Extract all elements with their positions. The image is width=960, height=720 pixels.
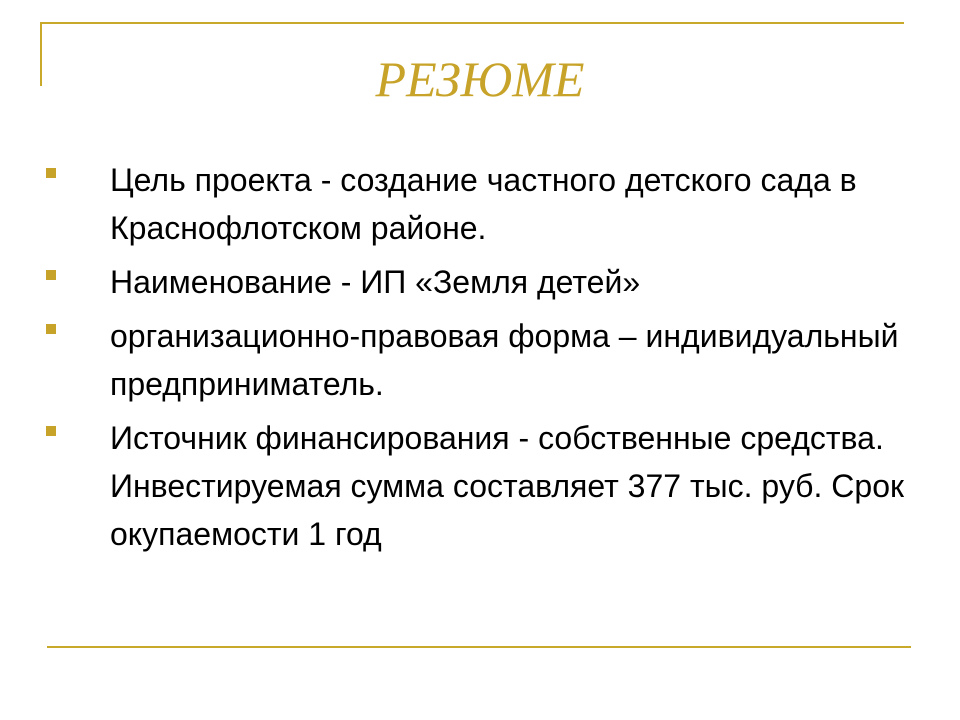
bullet-item-financing <box>46 414 906 558</box>
bullet-text: Источник финансирования - собственные средства. Инвестируемая сумма составляет 377 тыс. руб. Срок окупаемости 1 год <box>110 420 904 552</box>
square-bullet-icon <box>46 324 56 334</box>
square-bullet-icon <box>46 168 56 178</box>
bottom-rule <box>47 646 911 648</box>
bullet-item-legal-form <box>46 312 906 408</box>
slide-title: РЕЗЮМЕ <box>375 51 585 107</box>
bullet-text: организационно-правовая форма – индивидуальный предприниматель. <box>110 318 899 402</box>
square-bullet-icon <box>46 426 56 436</box>
bullet-item-goal <box>46 156 906 252</box>
bullet-text: Наименование - ИП «Земля детей» <box>110 264 641 300</box>
top-rule <box>40 22 904 24</box>
bullet-item-name <box>46 258 906 306</box>
bullet-list <box>46 156 906 564</box>
square-bullet-icon <box>46 270 56 280</box>
bullet-text: Цель проекта - создание частного детского сада в Краснофлотском районе. <box>110 162 857 246</box>
